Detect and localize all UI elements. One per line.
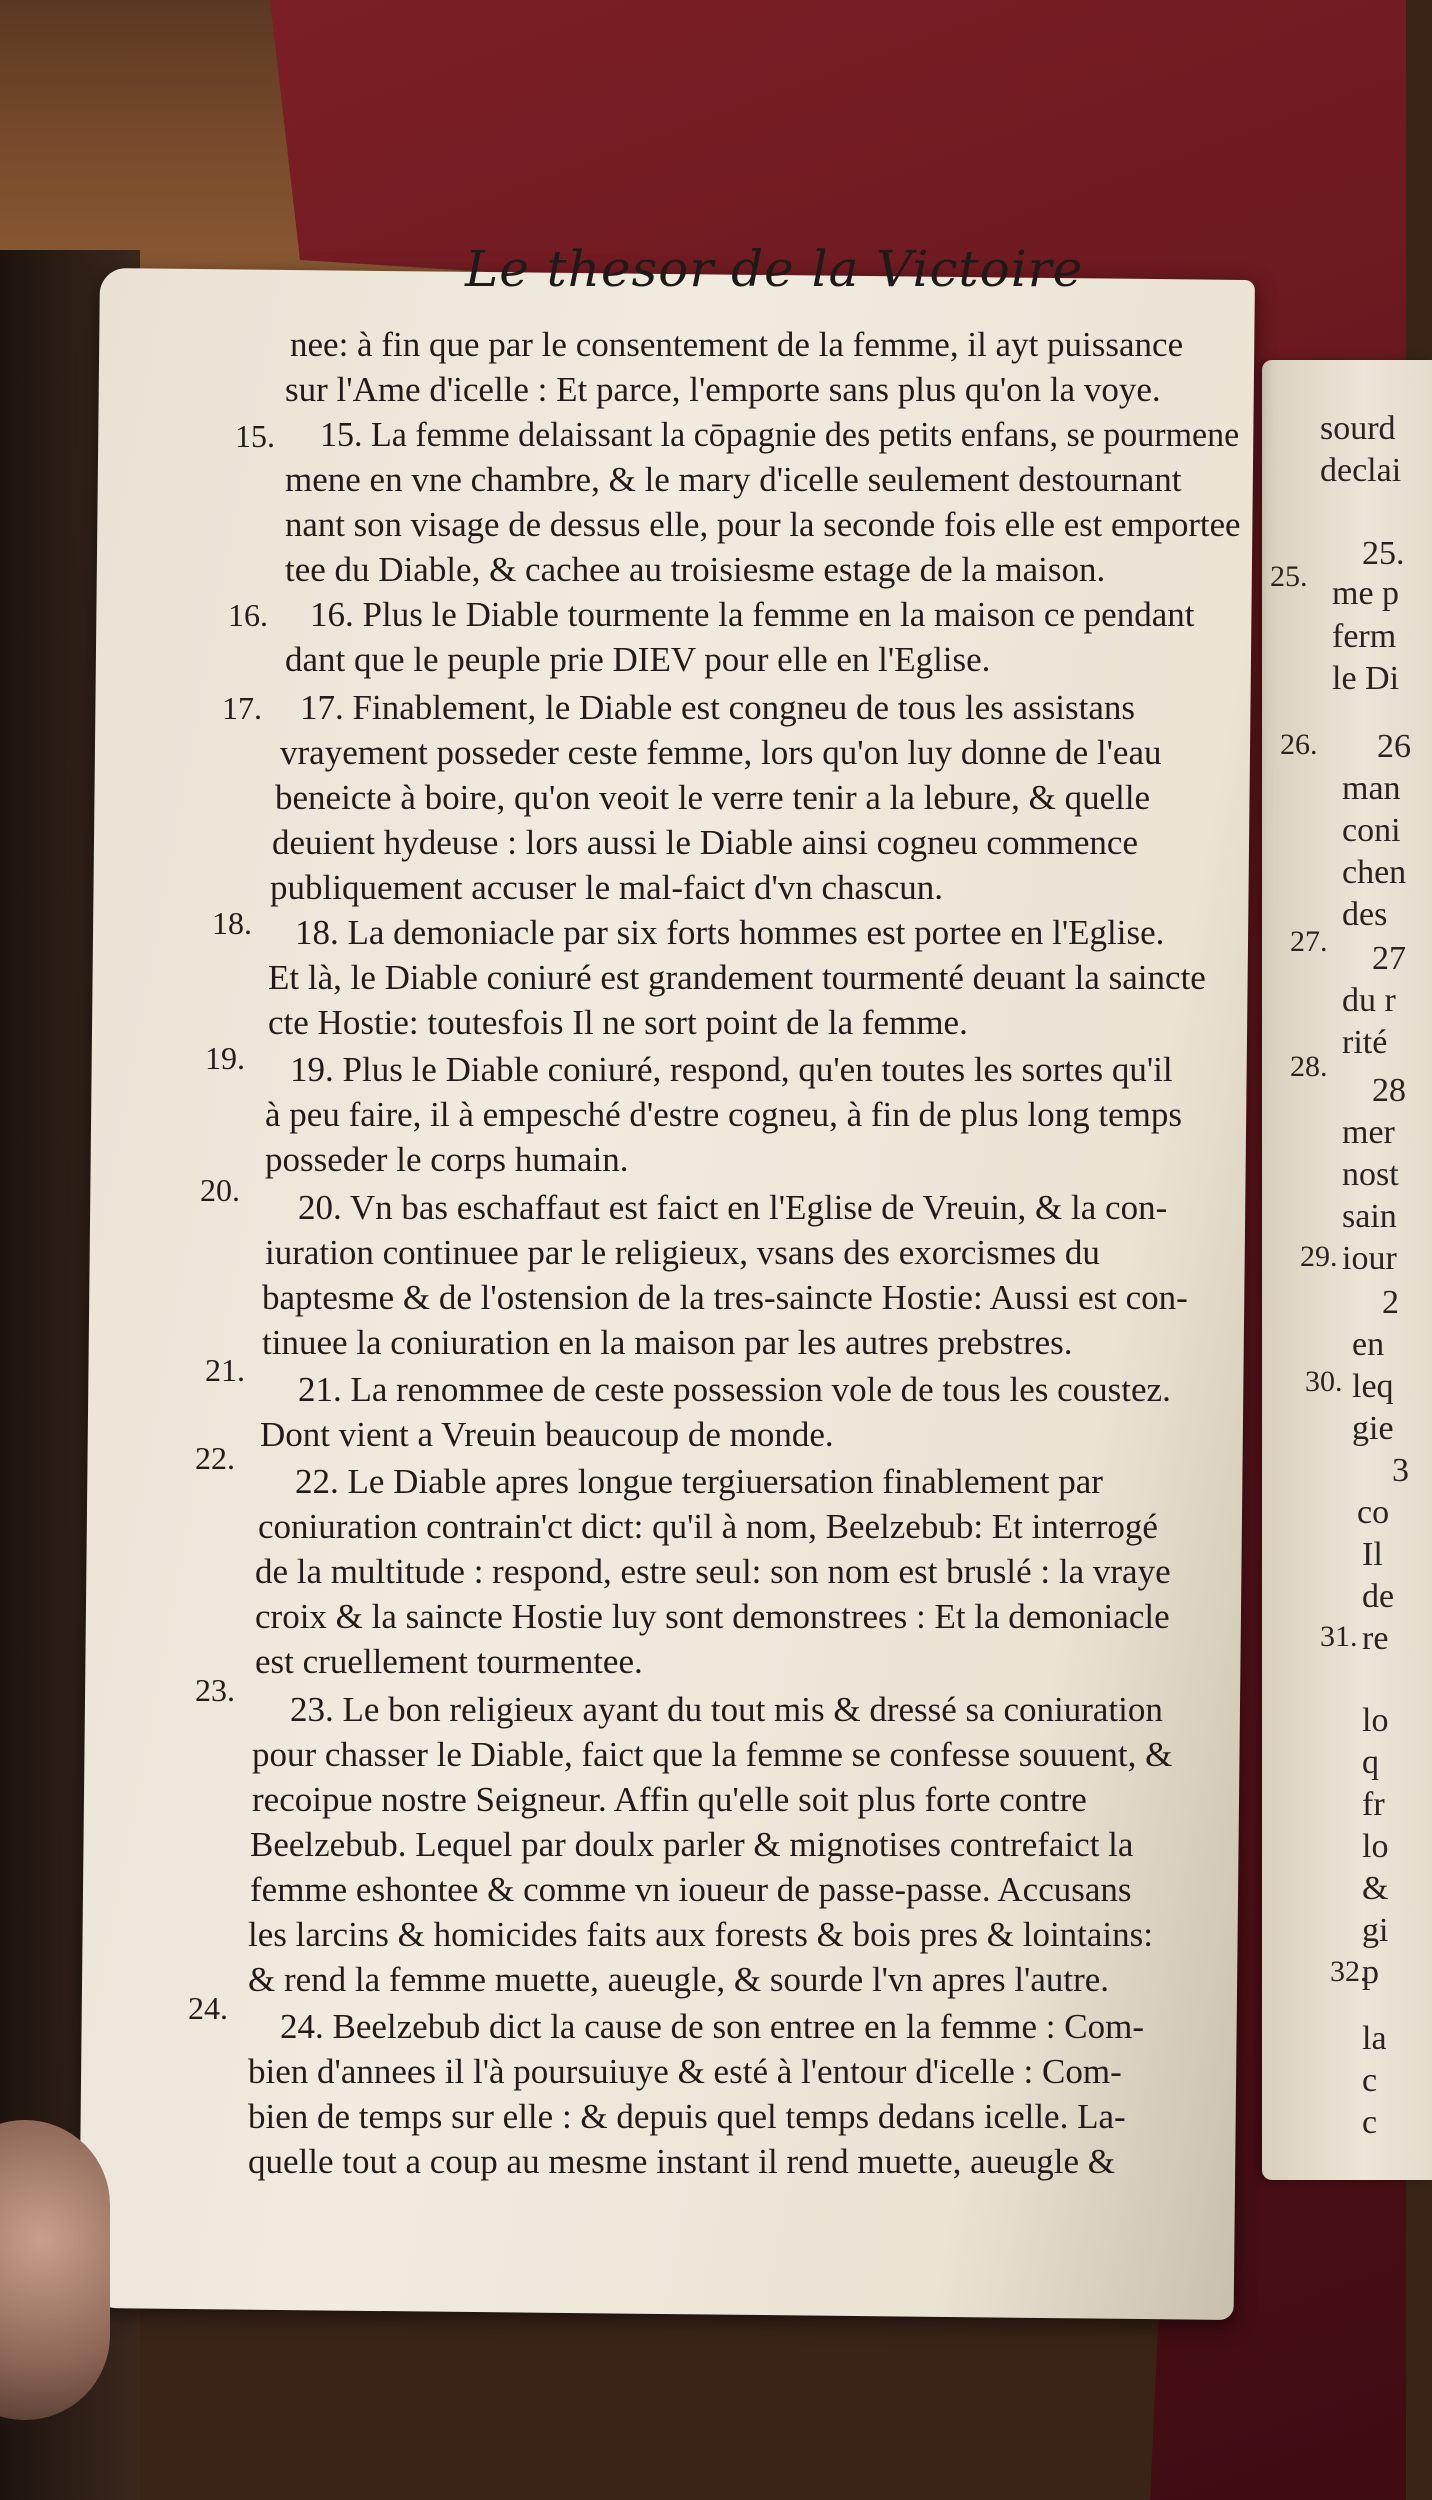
text-line: femme eshontee & comme vn ioueur de passe-passe. Accusans	[250, 1870, 1132, 1909]
margin-number: 16.	[228, 597, 268, 633]
facing-margin-number: 25.	[1270, 560, 1308, 593]
facing-line: 26	[1377, 728, 1411, 765]
text-line: posseder le corps humain.	[265, 1140, 629, 1179]
facing-margin-number: 26.	[1280, 728, 1318, 761]
facing-line: 28	[1372, 1072, 1406, 1109]
facing-line: lo	[1362, 1702, 1389, 1739]
facing-line: declai	[1320, 452, 1402, 489]
text-line: 16. Plus le Diable tourmente la femme en la maison ce pendant	[310, 595, 1195, 634]
facing-line: co	[1357, 1494, 1390, 1531]
facing-line: gie	[1352, 1410, 1394, 1447]
text-line: tee du Diable, & cachee au troisiesme estage de la maison.	[285, 550, 1106, 589]
text-line: de la multitude : respond, estre seul: son nom est bruslé : la vraye	[255, 1552, 1171, 1591]
text-line: sur l'Ame d'icelle : Et parce, l'emporte sans plus qu'on la voye.	[285, 370, 1161, 409]
facing-line: c	[1362, 2104, 1378, 2141]
facing-line: c	[1362, 2062, 1378, 2099]
thumb	[0, 2120, 110, 2420]
text-line: 17. Finablement, le Diable est congneu de tous les assistans	[300, 688, 1135, 727]
text-line: deuient hydeuse : lors aussi le Diable ainsi cogneu commence	[272, 823, 1138, 862]
facing-line: Il	[1362, 1536, 1383, 1573]
facing-line: ferm	[1332, 618, 1397, 655]
facing-margin-number: 32.	[1330, 1955, 1368, 1988]
text-line: cte Hostie: toutesfois Il ne sort point de la femme.	[268, 1003, 968, 1042]
margin-number: 24.	[188, 1990, 228, 2026]
facing-margin-number: 27.	[1290, 925, 1328, 958]
text-line: Beelzebub. Lequel par doulx parler & mignotises contrefaict la	[250, 1825, 1134, 1864]
facing-line: rité	[1342, 1024, 1388, 1061]
text-line: 20. Vn bas eschaffaut est faict en l'Eglise de Vreuin, & la con-	[298, 1188, 1168, 1227]
text-line: 19. Plus le Diable coniuré, respond, qu'en toutes les sortes qu'il	[290, 1050, 1173, 1089]
text-line: quelle tout a coup au mesme instant il rend muette, aueugle &	[248, 2142, 1115, 2181]
facing-margin-number: 31.	[1320, 1620, 1358, 1653]
facing-line: &	[1362, 1870, 1389, 1907]
text-line: dant que le peuple prie DIEV pour elle en l'Eglise.	[285, 640, 991, 679]
facing-line: le Di	[1332, 660, 1400, 697]
facing-line: iour	[1342, 1240, 1397, 1277]
text-line: iuration continuee par le religieux, vsans des exorcismes du	[265, 1233, 1100, 1272]
text-line: Dont vient a Vreuin beaucoup de monde.	[260, 1415, 834, 1454]
text-line: tinuee la coniuration en la maison par les autres prebstres.	[262, 1323, 1073, 1362]
facing-line: man	[1342, 770, 1401, 807]
text-line: nant son visage de dessus elle, pour la seconde fois elle est emportee	[285, 505, 1241, 544]
margin-number: 21.	[205, 1352, 245, 1388]
facing-line: coni	[1342, 812, 1401, 849]
facing-line: sourd	[1320, 410, 1396, 447]
text-line: les larcins & homicides faits aux forests & bois pres & lointains:	[248, 1915, 1153, 1954]
margin-number: 15.	[235, 418, 275, 454]
text-line: publiquement accuser le mal-faict d'vn chascun.	[270, 868, 943, 907]
text-line: beneicte à boire, qu'on veoit le verre tenir a la lebure, & quelle	[275, 778, 1151, 817]
facing-line: de	[1362, 1578, 1395, 1615]
facing-line: 2	[1382, 1284, 1399, 1321]
facing-line: lo	[1362, 1828, 1389, 1865]
facing-line: du r	[1342, 982, 1396, 1019]
facing-line: fr	[1362, 1786, 1385, 1823]
facing-line: 25.	[1362, 535, 1405, 572]
facing-margin-number: 29.	[1300, 1240, 1338, 1273]
text-line: & rend la femme muette, aueugle, & sourde l'vn apres l'autre.	[248, 1960, 1110, 1999]
text-line: recoipue nostre Seigneur. Affin qu'elle soit plus forte contre	[252, 1780, 1087, 1819]
text-line: nee: à fin que par le consentement de la femme, il ayt puissance	[290, 325, 1184, 364]
facing-line: 27	[1372, 940, 1406, 977]
facing-line: nost	[1342, 1156, 1399, 1193]
margin-number: 17.	[222, 690, 262, 726]
margin-number: 23.	[195, 1672, 235, 1708]
facing-line: leq	[1352, 1368, 1394, 1405]
text-line: 15. La femme delaissant la cōpagnie des petits enfans, se pourmene	[320, 415, 1240, 454]
facing-line: la	[1362, 2020, 1387, 2057]
facing-line: p	[1362, 1954, 1379, 1991]
text-line: 22. Le Diable apres longue tergiuersation finablement par	[295, 1462, 1103, 1501]
facing-line: q	[1362, 1744, 1379, 1781]
running-head: Le thesor de la Victoire	[465, 240, 1084, 298]
text-line: bien d'annees il l'à poursuiuye & esté à l'entour d'icelle : Com-	[248, 2052, 1122, 2091]
facing-line: gi	[1362, 1912, 1389, 1949]
facing-line: en	[1352, 1326, 1385, 1363]
facing-line: mer	[1342, 1114, 1395, 1151]
text-line: 18. La demoniacle par six forts hommes est portee en l'Eglise.	[295, 913, 1165, 952]
facing-line: chen	[1342, 854, 1407, 891]
margin-number: 19.	[205, 1040, 245, 1076]
text-line: 24. Beelzebub dict la cause de son entree en la femme : Com-	[280, 2007, 1144, 2046]
facing-margin-number: 30.	[1305, 1365, 1343, 1398]
text-line: mene en vne chambre, & le mary d'icelle seulement destournant	[285, 460, 1182, 499]
text-line: pour chasser le Diable, faict que la femme se confesse souuent, &	[252, 1735, 1173, 1774]
text-line: bien de temps sur elle : & depuis quel temps dedans icelle. La-	[248, 2097, 1126, 2136]
text-line: coniuration contrain'ct dict: qu'il à nom, Beelzebub: Et interrogé	[258, 1507, 1158, 1546]
facing-line: re	[1362, 1620, 1389, 1657]
facing-line: me p	[1332, 575, 1400, 612]
text-line: 21. La renommee de ceste possession vole de tous les coustez.	[298, 1370, 1171, 1409]
text-line: baptesme & de l'ostension de la tres-saincte Hostie: Aussi est con-	[262, 1278, 1188, 1317]
margin-number: 22.	[195, 1440, 235, 1476]
text-line: à peu faire, il à empesché d'estre cogneu, à fin de plus long temps	[265, 1095, 1182, 1134]
margin-number: 20.	[200, 1172, 240, 1208]
margin-number: 18.	[212, 905, 252, 941]
facing-line: des	[1342, 896, 1388, 933]
text-line: croix & la saincte Hostie luy sont demonstrees : Et la demoniacle	[255, 1597, 1170, 1636]
text-line: 23. Le bon religieux ayant du tout mis & dressé sa coniuration	[290, 1690, 1163, 1729]
facing-line: 3	[1392, 1452, 1409, 1489]
text-line: est cruellement tourmentee.	[255, 1642, 643, 1681]
facing-line: sain	[1342, 1198, 1397, 1235]
text-line: vrayement posseder ceste femme, lors qu'on luy donne de l'eau	[280, 733, 1162, 772]
facing-margin-number: 28.	[1290, 1050, 1328, 1083]
text-line: Et là, le Diable coniuré est grandement tourmenté deuant la saincte	[268, 958, 1206, 997]
